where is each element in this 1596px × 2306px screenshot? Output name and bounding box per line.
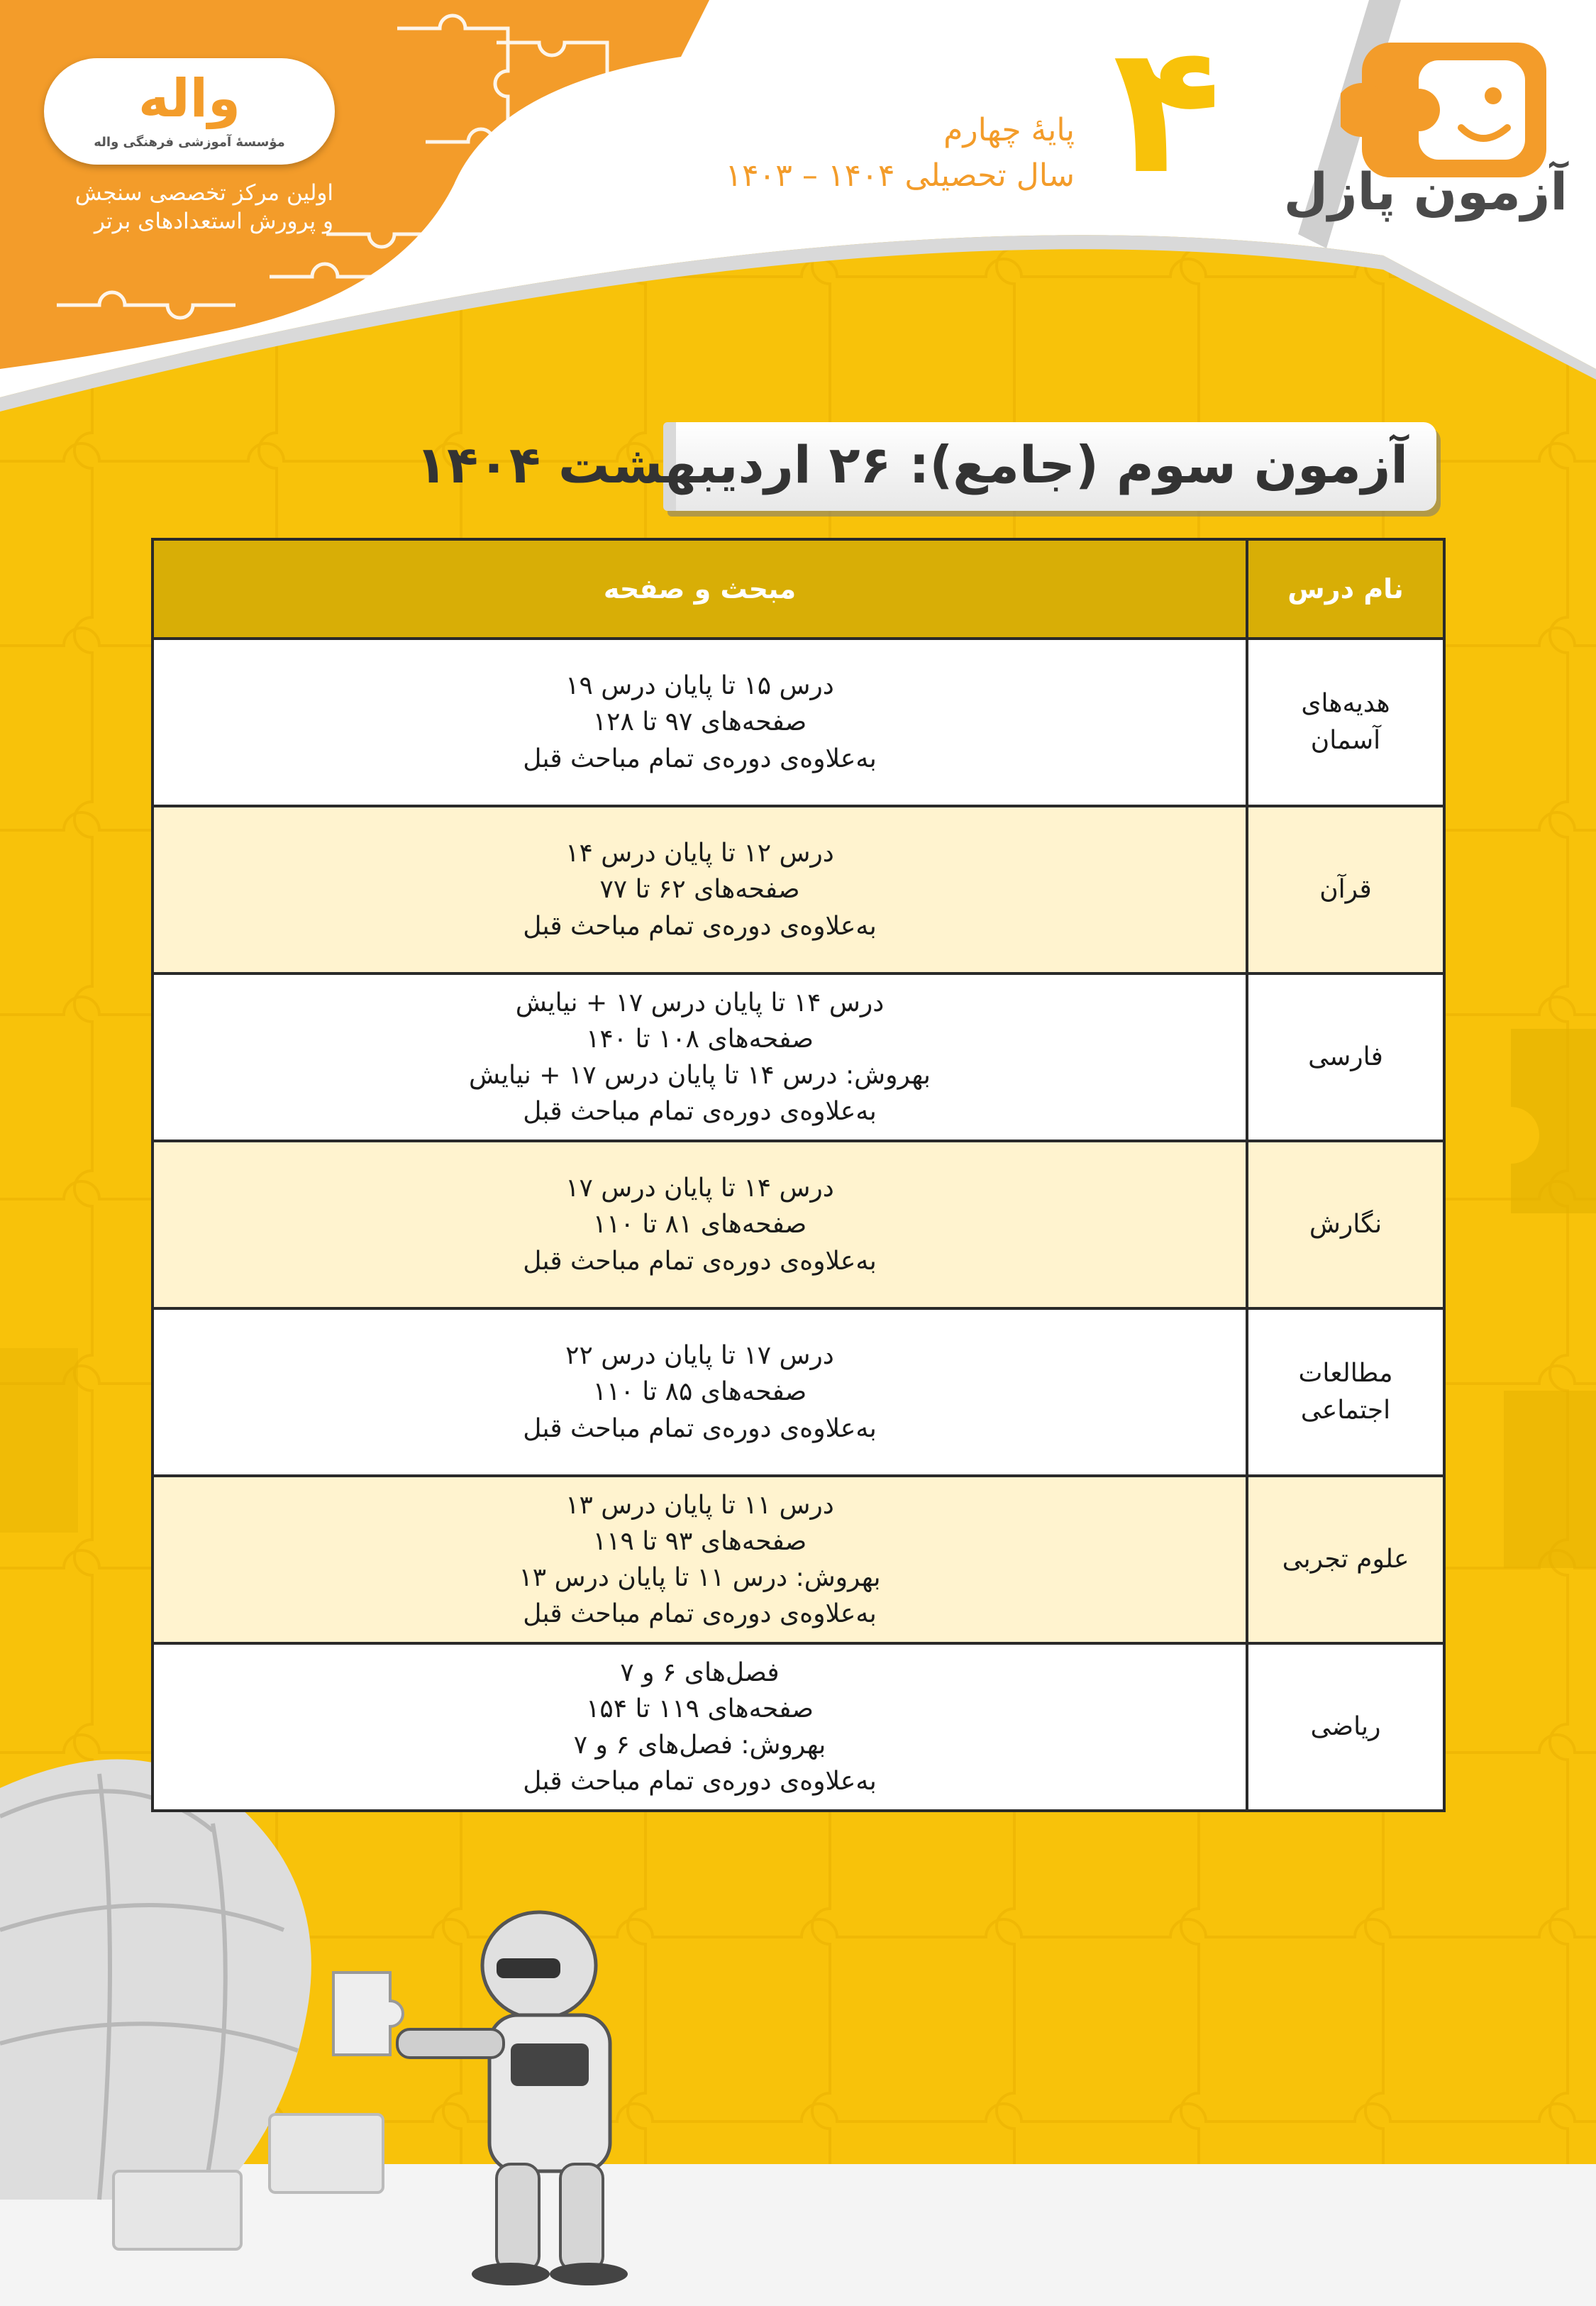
topic-line: صفحه‌های ۶۲ تا ۷۷ — [599, 875, 800, 905]
subject-name: نگارش — [1309, 1209, 1382, 1239]
topic-cell — [153, 806, 1247, 973]
table-header-row — [153, 539, 1444, 639]
exam-title: آزمون سوم (جامع): ۲۶ اردیبهشت ۱۴۰۴ — [416, 435, 1408, 495]
institute-slogan — [50, 179, 333, 236]
topic-line: صفحه‌های ۱۰۸ تا ۱۴۰ — [586, 1024, 814, 1054]
topic-line: به‌علاوه‌ی دوره‌ی تمام مباحث قبل — [523, 1599, 877, 1629]
topic-line: فصل‌های ۶ و ۷ — [620, 1657, 780, 1687]
grade-label: پایهٔ چهارم — [943, 112, 1075, 148]
subject-name: مطالعات — [1298, 1358, 1393, 1388]
topic-line: صفحه‌های ۸۵ تا ۱۱۰ — [592, 1377, 807, 1407]
subject-cell — [1247, 973, 1444, 1141]
header-topic: مبحث و صفحه — [153, 539, 1247, 639]
topic-line: به‌علاوه‌ی دوره‌ی تمام مباحث قبل — [523, 1246, 877, 1276]
topic-line: بهروش: درس ۱۴ تا پایان درس ۱۷ + نیایش — [469, 1061, 931, 1090]
table-row — [153, 639, 1444, 806]
table-row — [153, 1476, 1444, 1643]
topic-line: درس ۱۴ تا پایان درس ۱۷ + نیایش — [515, 988, 885, 1017]
topic-cell — [153, 1141, 1247, 1308]
academic-year: سال تحصیلی ۱۴۰۴ – ۱۴۰۳ — [725, 158, 1075, 194]
topic-line: به‌علاوه‌ی دوره‌ی تمام مباحث قبل — [523, 1767, 877, 1797]
slogan-line: و پرورش استعدادهای برتر — [94, 209, 333, 235]
subject-cell — [1247, 1476, 1444, 1643]
subject-name: هدیه‌های — [1301, 688, 1390, 718]
syllabus-table — [151, 538, 1446, 1812]
topic-line: به‌علاوه‌ی دوره‌ی تمام مباحث قبل — [523, 744, 877, 773]
table-row — [153, 1643, 1444, 1811]
topic-line: درس ۱۴ تا پایان درس ۱۷ — [565, 1174, 834, 1203]
brand-name: آزمون پازل — [1283, 162, 1568, 221]
table-row — [153, 973, 1444, 1141]
topic-line: بهروش: فصل‌های ۶ و ۷ — [573, 1731, 826, 1760]
topic-cell — [153, 1476, 1247, 1643]
institute-logo-text: واله — [138, 68, 241, 129]
topic-line: به‌علاوه‌ی دوره‌ی تمام مباحث قبل — [523, 911, 877, 941]
topic-line: درس ۱۱ تا پایان درس ۱۳ — [565, 1490, 834, 1520]
subject-name: قرآن — [1319, 874, 1372, 904]
subject-name: فارسی — [1308, 1042, 1383, 1071]
subject-cell — [1247, 1643, 1444, 1811]
table-body — [153, 639, 1444, 1811]
grade-number: ۴ — [1112, 6, 1221, 213]
subject-name: اجتماعی — [1300, 1396, 1391, 1425]
subject-name: ریاضی — [1310, 1711, 1381, 1741]
topic-line: صفحه‌های ۹۳ تا ۱۱۹ — [592, 1526, 807, 1556]
subject-cell — [1247, 1308, 1444, 1476]
topic-line: به‌علاوه‌ی دوره‌ی تمام مباحث قبل — [523, 1413, 877, 1443]
slogan-line: اولین مرکز تخصصی سنجش — [74, 180, 333, 206]
header-subject: نام درس — [1247, 539, 1444, 639]
topic-cell — [153, 1643, 1247, 1811]
institute-logo — [44, 58, 335, 165]
topic-line: به‌علاوه‌ی دوره‌ی تمام مباحث قبل — [523, 1097, 877, 1127]
topic-cell — [153, 1308, 1247, 1476]
subject-name: آسمان — [1310, 726, 1381, 755]
subject-cell — [1247, 1141, 1444, 1308]
table-row — [153, 1141, 1444, 1308]
topic-line: درس ۱۵ تا پایان درس ۱۹ — [565, 671, 834, 701]
table-row — [153, 1308, 1444, 1476]
topic-line: بهروش: درس ۱۱ تا پایان درس ۱۳ — [519, 1563, 881, 1592]
topic-cell — [153, 639, 1247, 806]
subject-name: علوم تجربی — [1282, 1544, 1409, 1574]
topic-cell — [153, 973, 1247, 1141]
institute-logo-subtext: مؤسسهٔ آموزشی فرهنگی واله — [94, 135, 285, 150]
topic-line: صفحه‌های ۱۱۹ تا ۱۵۴ — [586, 1694, 814, 1723]
topic-line: درس ۱۷ تا پایان درس ۲۲ — [565, 1341, 834, 1371]
topic-line: صفحه‌های ۸۱ تا ۱۱۰ — [592, 1210, 807, 1240]
table-row — [153, 806, 1444, 973]
subject-cell — [1247, 639, 1444, 806]
subject-cell — [1247, 806, 1444, 973]
exam-title-box — [416, 422, 1436, 511]
topic-line: درس ۱۲ تا پایان درس ۱۴ — [565, 839, 834, 868]
topic-line: صفحه‌های ۹۷ تا ۱۲۸ — [592, 707, 807, 737]
